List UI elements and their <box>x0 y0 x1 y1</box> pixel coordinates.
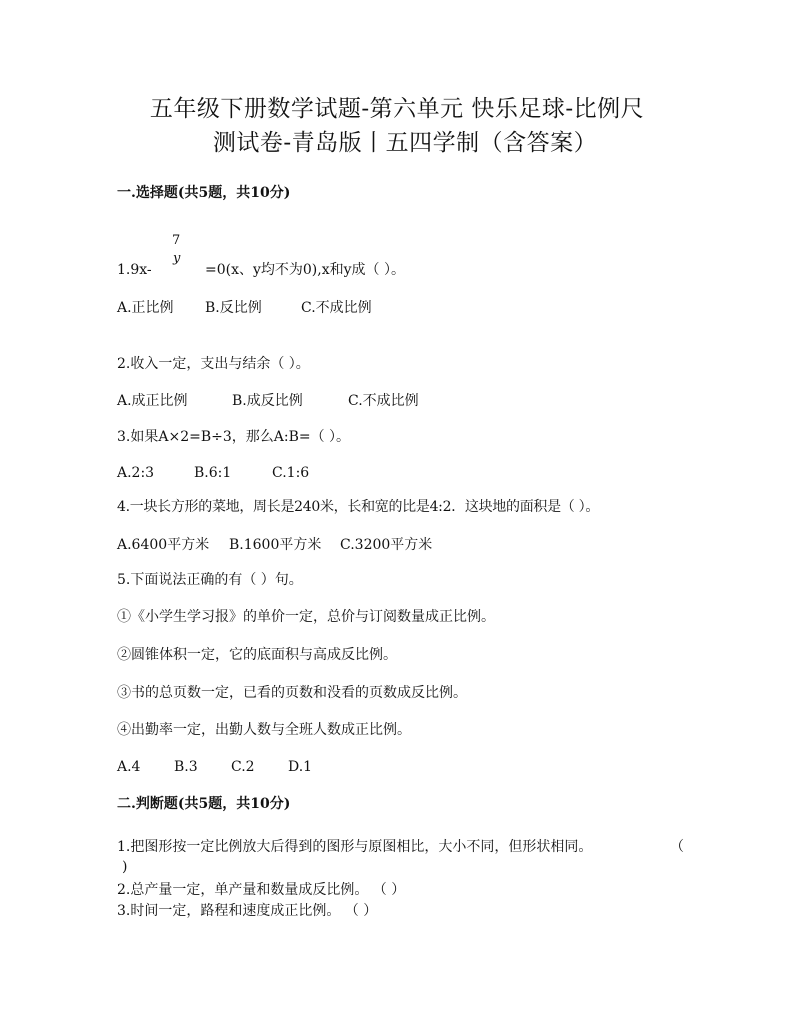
question-5-statement-4: ④出勤率一定，出勤人数与全班人数成正比例。 <box>117 722 411 738</box>
fraction-numerator: 7 <box>172 233 181 248</box>
question-1-suffix: =0(x、y均不为0),x和y成（ ）。 <box>205 262 405 278</box>
page-title-line-2: 测试卷-青岛版丨五四学制（含答案） <box>212 130 598 156</box>
option-b[interactable]: B.反比例 <box>205 300 262 316</box>
question-2-options <box>117 391 419 411</box>
question-5-stem: 5.下面说法正确的有（ ）句。 <box>117 572 303 588</box>
judgement-1-paren-open: （ <box>670 839 684 855</box>
option-b[interactable]: B.3 <box>174 759 198 775</box>
question-5-statement-1: ①《小学生学习报》的单价一定，总价与订阅数量成正比例。 <box>117 609 495 625</box>
fraction-denominator: y <box>173 251 181 266</box>
question-5-statement-3: ③书的总页数一定，已看的页数和没看的页数成反比例。 <box>117 685 467 701</box>
option-a[interactable]: A.6400平方米 <box>117 537 210 553</box>
option-c[interactable]: C.2 <box>231 759 255 775</box>
question-4-stem: 4.一块长方形的菜地，周长是240米，长和宽的比是4:2．这块地的面积是（ ）。 <box>117 499 600 515</box>
option-d[interactable]: D.1 <box>288 759 313 775</box>
question-4-options <box>117 535 432 555</box>
option-c[interactable]: C.1:6 <box>272 465 310 481</box>
question-5-statement-2: ②圆锥体积一定，它的底面积与高成反比例。 <box>117 647 397 663</box>
option-c[interactable]: C.不成比例 <box>301 300 372 316</box>
option-a[interactable]: A.成正比例 <box>117 393 188 409</box>
option-a[interactable]: A.2:3 <box>117 465 155 481</box>
question-3-stem: 3.如果A×2=B÷3，那么A:B=（ ）。 <box>117 429 351 445</box>
option-c[interactable]: C.3200平方米 <box>340 537 433 553</box>
section-heading-choice: 一.选择题(共5题，共10分) <box>117 185 291 201</box>
option-b[interactable]: B.成反比例 <box>232 393 303 409</box>
judgement-1-paren-close: ) <box>122 859 128 875</box>
question-1-prefix: 1.9x- <box>117 262 152 278</box>
option-b[interactable]: B.1600平方米 <box>229 537 322 553</box>
question-1-options <box>117 298 372 318</box>
question-5-options <box>117 757 312 777</box>
option-a[interactable]: A.4 <box>117 759 141 775</box>
section-heading-judgement: 二.判断题(共5题，共10分) <box>117 796 291 812</box>
question-3-options <box>117 463 309 483</box>
judgement-3-stem: 3.时间一定，路程和速度成正比例。 （ ） <box>117 903 378 919</box>
option-b[interactable]: B.6:1 <box>194 465 232 481</box>
judgement-1-stem: 1.把图形按一定比例放大后得到的图形与原图相比，大小不同，但形状相同。 <box>117 839 593 855</box>
page-title-line-1: 五年级下册数学试题-第六单元 快乐足球-比例尺 <box>149 96 645 122</box>
option-c[interactable]: C.不成比例 <box>348 393 419 409</box>
option-a[interactable]: A.正比例 <box>117 300 174 316</box>
question-2-stem: 2.收入一定，支出与结余（ ）。 <box>117 356 310 372</box>
judgement-2-stem: 2.总产量一定，单产量和数量成反比例。 （ ） <box>117 882 406 898</box>
